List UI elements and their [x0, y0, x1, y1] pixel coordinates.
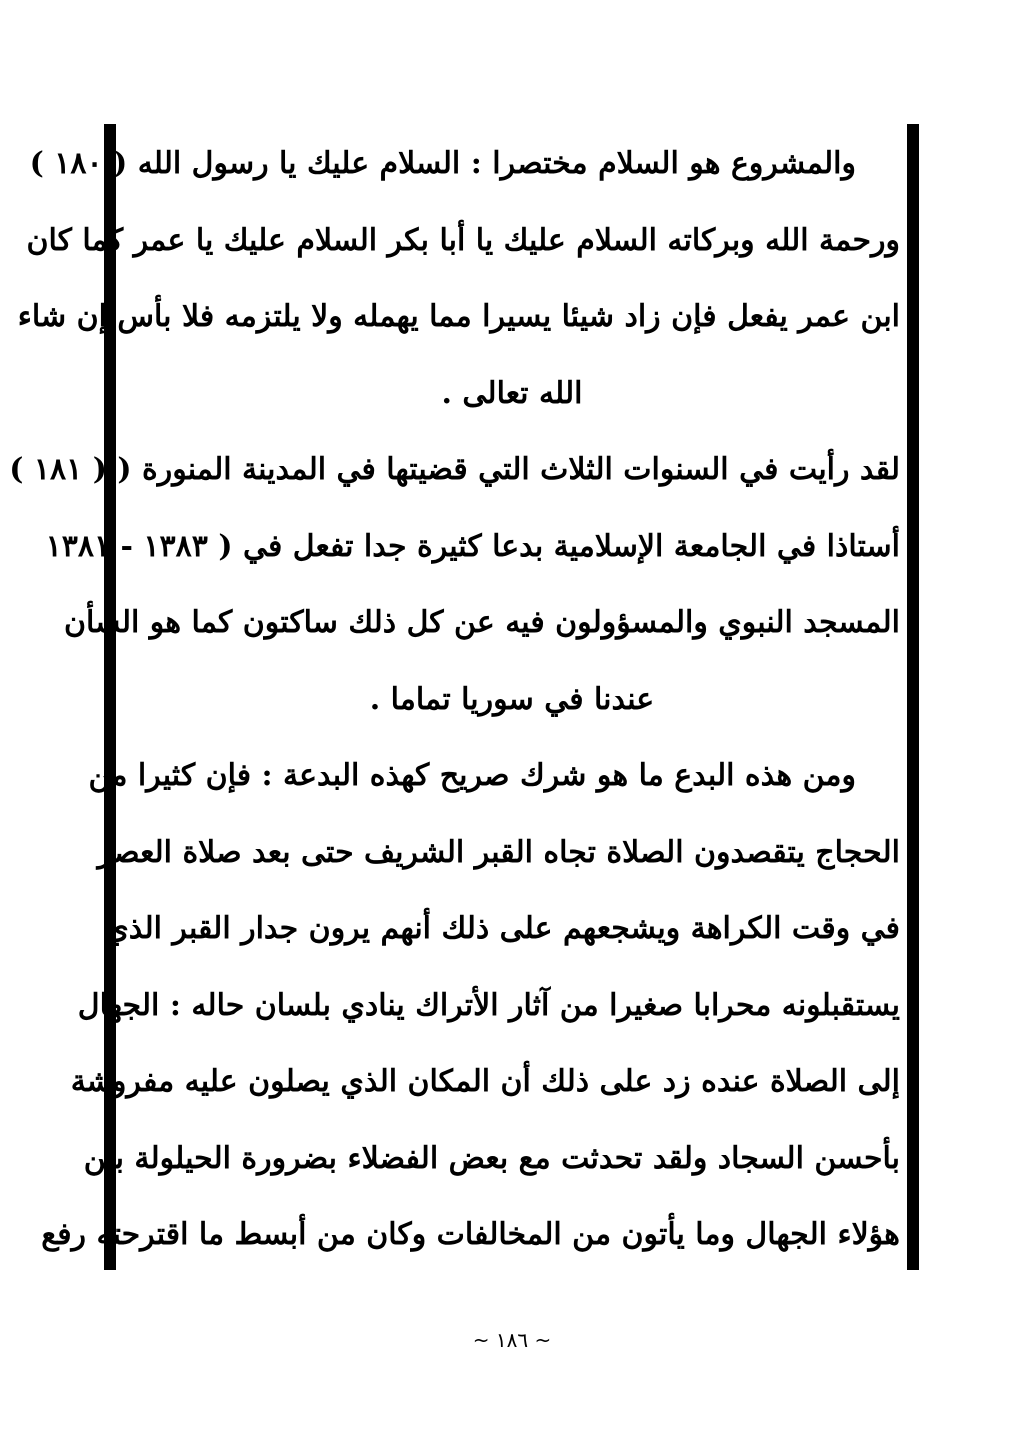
text-line: ورحمة الله وبركاته السلام عليك يا أبا بكر السلام عليك يا عمر كما كان: [26, 222, 900, 258]
text-line: بأحسن السجاد ولقد تحدثت مع بعض الفضلاء بضرورة الحيلولة بين: [83, 1140, 900, 1176]
text-line: والمشروع هو السلام مختصرا : السلام عليك يا رسول الله ( ١٨٠ ): [29, 146, 856, 181]
text-line: عندنا في سوريا تماما .: [369, 681, 655, 717]
text-line: أستاذا في الجامعة الإسلامية بدعا كثيرة جدا تفعل في ( ١٣٨٣ - ١٣٨١: [45, 528, 900, 564]
text-line: الله تعالى .: [441, 375, 583, 411]
text-line: المسجد النبوي والمسؤولون فيه عن كل ذلك ساكتون كما هو الشأن: [63, 605, 900, 640]
text-line: إلى الصلاة عنده زد على ذلك أن المكان الذي يصلون عليه مفروشة: [70, 1064, 900, 1099]
text-line: يستقبلونه محرابا صغيرا من آثار الأتراك ينادي بلسان حاله : الجهال: [77, 987, 900, 1023]
text-line: لقد رأيت في السنوات الثلاث التي قضيتها في المدينة المنورة ( ( ١٨١ ): [9, 452, 900, 487]
text-line: ابن عمر يفعل فإن زاد شيئا يسيرا مما يهمله ولا يلتزمه فلا بأس إن شاء: [17, 299, 900, 334]
text-line: في وقت الكراهة ويشجعهم على ذلك أنهم يرون جدار القبر الذي: [105, 911, 900, 946]
body-text: [9, 126, 900, 1274]
text-line: هؤلاء الجهال وما يأتون من المخالفات وكان من أبسط ما اقترحته رفع: [41, 1217, 900, 1252]
page-number: ~ ١٨٦ ~: [472, 1328, 552, 1352]
right-border-bar: [907, 124, 919, 1270]
text-line: ومن هذه البدع ما هو شرك صريح كهذه البدعة : فإن كثيرا من: [88, 758, 856, 793]
text-line: الحجاج يتقصدون الصلاة تجاه القبر الشريف حتى بعد صلاة العصر: [97, 834, 900, 870]
